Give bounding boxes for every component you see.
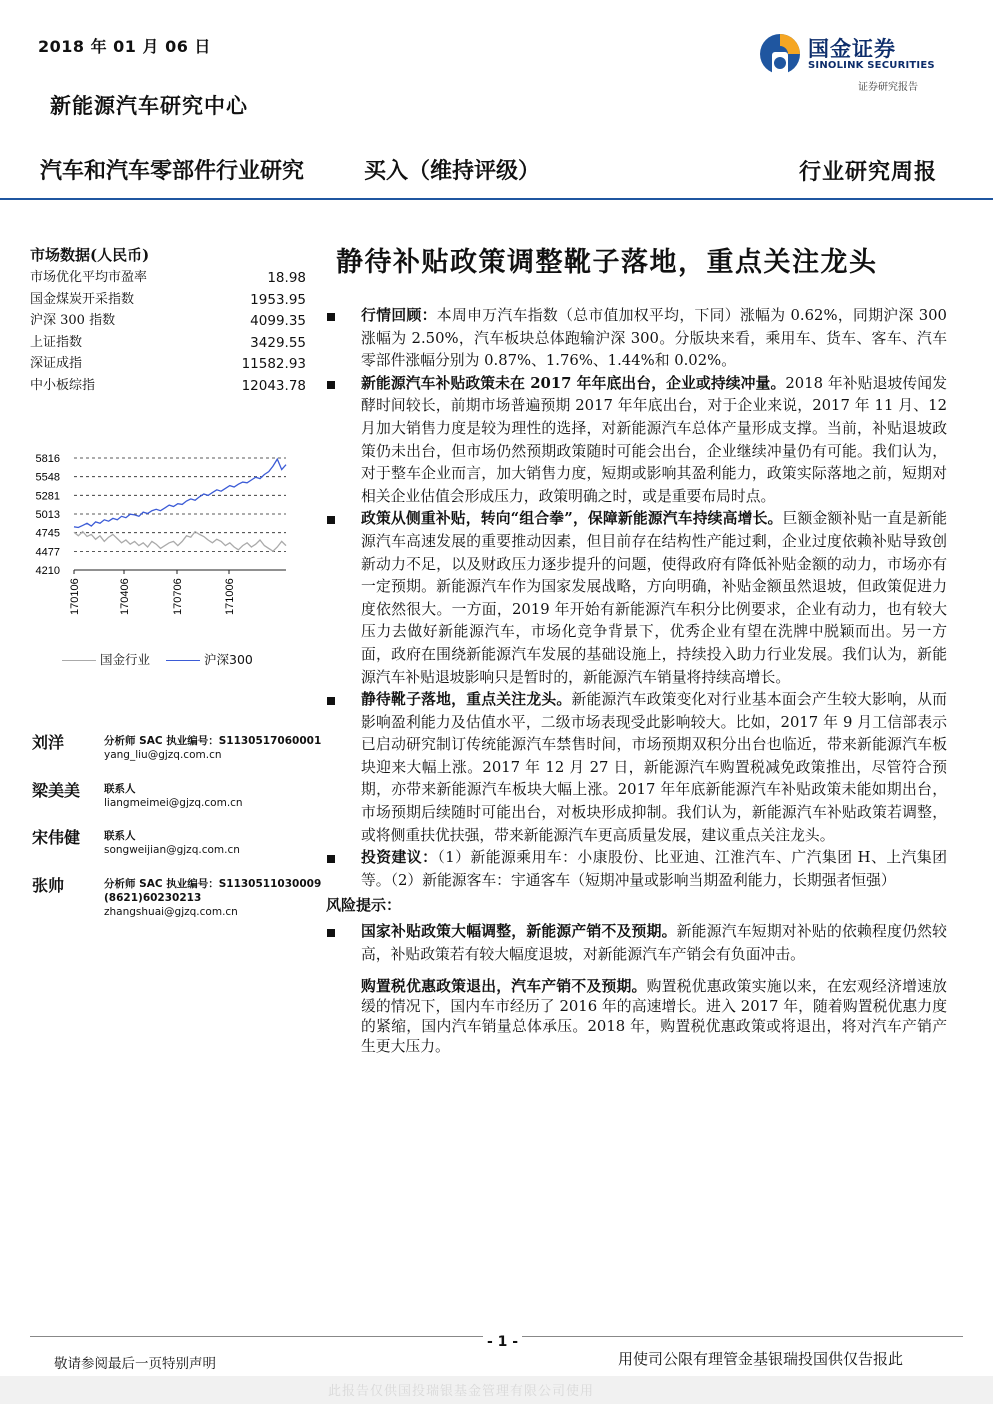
body-paragraph xyxy=(327,508,947,689)
page-number: - 1 - xyxy=(483,1334,522,1350)
series-line-industry xyxy=(74,532,286,552)
paragraph-lead: 购置税优惠政策退出，汽车产销不及预期。 xyxy=(361,977,647,995)
y-tick-label: 5281 xyxy=(35,490,60,503)
paragraph-text: 新能源汽车短期对补贴的依赖程度仍然较高，补贴政策若有较大幅度退坡，对新能源汽车产销会有负面冲击。 xyxy=(361,923,947,964)
market-data-label: 中小板综指 xyxy=(30,377,96,393)
rating: 买入（维持评级） xyxy=(364,159,541,184)
paragraph-text: 购置税优惠政策实施以来，在宏观经济增速放缓的情况下，国内车市经历了 2016 年的高速增长。进入 2017 年，随着购置税优惠力度的紧缩，国内汽车销量总体承压。2018 年，购置税优惠政策或将退出，将对汽车产销产生更大压力。 xyxy=(361,977,947,1055)
paragraph-text: 巨额金额补贴一直是新能源汽车高速发展的重要推动因素，但目前存在结构性产能过剩，企业过度依赖补贴导致创新动力不足，以及财政压力逐步提升的问题，使得政府有降低补贴金额的动力，市场亦有一定预期。新能源汽车作为国家发展战略，方向明确，补贴金额虽然退坡，但政策促进力度依然很大。一方面，2019 年开始有新能源汽车积分比例要求，企业有动力，也有较大压力去做好新能源汽车，市场化竞争背景下，优秀企业有望在洗牌中脱颖而出。另一方面，政府在围绕新能源汽车发展的基础设施上，持续投入助力行业发展。我们认为，新能源汽车补贴退坡影响只是暂时的，新能源汽车销量将持续高增长。 xyxy=(361,510,947,686)
y-tick-label: 4745 xyxy=(35,527,60,540)
watermark-text: 此报告仅供国投瑞银基金管理有限公司使用 xyxy=(328,1384,595,1399)
market-data-row xyxy=(30,354,306,376)
market-data-value: 1953.95 xyxy=(250,291,306,308)
analyst-role: 联系人 xyxy=(104,830,136,842)
risk-paragraph xyxy=(327,977,947,1057)
x-tick-label: 170106 xyxy=(69,578,81,615)
paragraph-lead: 行情回顾： xyxy=(361,307,437,324)
main-title: 静待补贴政策调整靴子落地，重点关注龙头 xyxy=(336,247,878,278)
header-divider xyxy=(0,198,993,200)
x-tick-label: 170706 xyxy=(172,578,184,615)
analyst-email[interactable]: zhangshuai@gjzq.com.cn xyxy=(104,906,238,918)
y-tick-label: 4210 xyxy=(35,565,60,577)
y-tick-label: 5816 xyxy=(35,453,60,465)
footer-notice: 用使司公限有理管金基银瑞投国供仅告报此 xyxy=(618,1350,904,1368)
market-data-label: 上证指数 xyxy=(30,334,83,350)
bullet-icon xyxy=(327,313,335,321)
analyst-role: 联系人 xyxy=(104,783,136,795)
paragraph-text: 2018 年补贴退坡传闻发酵时间较长，前期市场普遍预期 2017 年年底出台，对于企业来说，2017 年 11 月、12 月加大销售力度是较为理性的选择，对新能源汽车总体产量形成支撑。当前，补贴退坡政策仍未出台，但市场仍然预期政策随时可能会出台，企业继续冲量仍有可能。我们认为，对于整车企业而言，加大销售力度，短期或影响其盈利能力，政策实际落地之前，短期对相关企业估值会形成压力，政策明确之时，或是重要布局时点。 xyxy=(361,374,947,505)
market-data-row xyxy=(30,311,306,333)
legend-item-industry: 国金行业 xyxy=(62,650,150,668)
x-tick-label: 171006 xyxy=(224,578,236,615)
analyst-email[interactable]: liangmeimei@gjzq.com.cn xyxy=(104,797,243,809)
market-data-value: 4099.35 xyxy=(250,313,306,329)
body-paragraph xyxy=(327,689,947,847)
bullet-icon xyxy=(327,381,335,389)
paragraph-text: （1）新能源乘用车：小康股份、比亚迪、江淮汽车、广汽集团 H、上汽集团等。（2）新能源客车：宇通客车（短期冲量或影响当期盈利能力，长期强者恒强） xyxy=(361,849,947,889)
analyst-email[interactable]: songweijian@gjzq.com.cn xyxy=(104,844,240,856)
logo-subtitle: 证券研究报告 xyxy=(858,82,918,93)
y-tick-label: 5548 xyxy=(35,471,60,484)
market-data-title: 市场数据(人民币) xyxy=(30,246,150,264)
analyst-name: 宋伟健 xyxy=(32,828,81,847)
bullet-icon xyxy=(327,929,335,937)
analyst-phone: (8621)60230213 xyxy=(104,892,202,904)
paragraph-lead: 国家补贴政策大幅调整，新能源产销不及预期。 xyxy=(361,923,677,941)
report-date: 2018 年 01 月 06 日 xyxy=(38,37,211,56)
analyst-name: 刘洋 xyxy=(32,733,65,752)
market-data-label: 深证成指 xyxy=(30,356,83,371)
market-data-value: 3429.55 xyxy=(250,334,306,351)
x-tick-label: 170406 xyxy=(119,578,131,615)
report-type: 行业研究周报 xyxy=(798,159,937,185)
market-data-row xyxy=(30,268,306,290)
risk-heading: 风险提示： xyxy=(326,896,402,915)
logo-company-en: SINOLINK SECURITIES xyxy=(808,60,935,71)
market-data-row xyxy=(30,333,306,355)
paragraph-lead: 新能源汽车补贴政策未在 2017 年年底出台，企业或持续冲量。 xyxy=(361,374,786,392)
paragraph-lead: 政策从侧重补贴，转向“组合拳”，保障新能源汽车持续高增长。 xyxy=(361,510,783,528)
market-data-label: 市场优化平均市盈率 xyxy=(30,270,148,285)
disclaimer-note: 敬请参阅最后一页特别声明 xyxy=(54,1356,216,1372)
paragraph-text: 本周申万汽车指数（总市值加权平均，下同）涨幅为 0.62%，同期沪深 300 涨幅为 2.50%，汽车板块总体跑输沪深 300。分版块来看，乘用车、货车、客车、汽车零部件涨幅分别为 0.87%、1.76%、1.44%和 0.02%。 xyxy=(361,307,947,370)
report-body xyxy=(327,305,947,1057)
legend-item-hs300: 沪深300 xyxy=(166,650,253,668)
bullet-icon xyxy=(327,855,335,863)
analyst-name: 张帅 xyxy=(32,876,65,895)
y-tick-label: 4477 xyxy=(35,546,60,559)
research-center: 新能源汽车研究中心 xyxy=(50,93,248,118)
risk-paragraph xyxy=(327,921,947,966)
bullet-icon xyxy=(327,697,335,705)
market-data-value: 11582.93 xyxy=(241,356,306,372)
market-data-row xyxy=(30,376,306,398)
body-paragraph xyxy=(327,305,947,373)
market-data-table xyxy=(30,268,306,397)
market-data-label: 国金煤炭开采指数 xyxy=(30,291,135,307)
y-tick-label: 5013 xyxy=(35,509,60,521)
market-data-value: 18.98 xyxy=(267,270,306,286)
paragraph-lead: 静待靴子落地，重点关注龙头。 xyxy=(361,691,572,709)
index-line-chart xyxy=(28,440,300,630)
market-data-row xyxy=(30,290,306,312)
industry-name: 汽车和汽车零部件行业研究 xyxy=(40,159,305,184)
chart-legend xyxy=(62,650,253,668)
paragraph-lead: 投资建议： xyxy=(361,849,438,867)
market-data-value: 12043.78 xyxy=(241,377,306,394)
logo-company-cn: 国金证券 xyxy=(808,37,896,61)
series-line-hs300 xyxy=(74,459,286,527)
bullet-icon xyxy=(327,516,335,524)
paragraph-text: 新能源汽车政策变化对行业基本面会产生较大影响，从而影响盈利能力及估值水平，二级市场表现受此影响较大。比如，2017 年 9 月工信部表示已启动研究制订传统能源汽车禁售时间，市场预期双积分出台也临近，带来新能源汽车板块迎来大幅上涨。2017 年 12 月 27 日，新能源汽车购置税减免政策推出，尽管符合预期，亦带来新能源汽车板块大幅上涨。2017 年年底新能源汽车补贴政策未能如期出台，市场预期后续随时可能出台，对板块形成抑制。我们认为，新能源汽车补贴政策若调整，或将侧重扶优扶强，带来新能源汽车更高质量发展，建议重点关注龙头。 xyxy=(361,691,947,844)
analyst-role: 分析师 SAC 执业编号：S1130511030009 xyxy=(104,878,322,890)
body-paragraph xyxy=(327,847,947,892)
analyst-email[interactable]: yang_liu@gjzq.com.cn xyxy=(104,749,222,761)
body-paragraph xyxy=(327,373,947,509)
analyst-role: 分析师 SAC 执业编号：S1130517060001 xyxy=(104,735,322,747)
analyst-name: 梁美美 xyxy=(32,781,81,800)
market-data-label: 沪深 300 指数 xyxy=(30,313,116,328)
